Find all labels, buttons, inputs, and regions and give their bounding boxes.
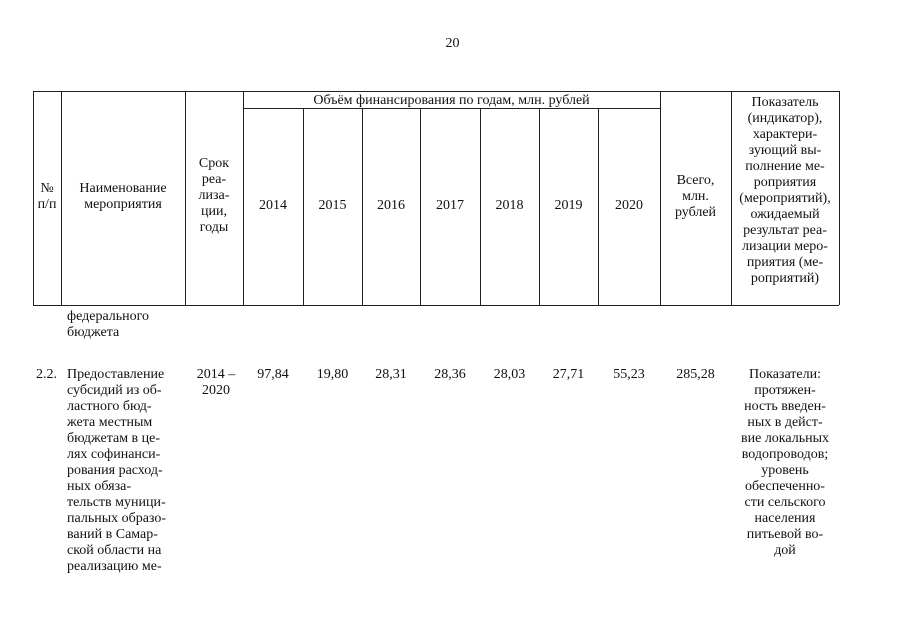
row-total: 285,28 bbox=[676, 367, 715, 382]
row-value-2014: 97,84 bbox=[257, 367, 289, 382]
table-header-bottom-border bbox=[33, 305, 839, 306]
header-year-2018: 2018 bbox=[495, 198, 524, 213]
header-term: Срок реа- лиза- ции, годы bbox=[198, 156, 230, 235]
row-term: 2014 – 2020 bbox=[196, 367, 236, 398]
header-year-2014: 2014 bbox=[259, 198, 287, 213]
row-value-2019: 27,71 bbox=[552, 367, 585, 382]
header-year-2019: 2019 bbox=[554, 198, 583, 213]
header-year-2015: 2015 bbox=[318, 198, 347, 213]
row-name: Предоставление субсидий из об- ластного бюд- жета местным бюджетам в це- лях софинанси- рования расход- ных обяза- тельств муници- пальных образо- ваний в Самар- ской области на реализацию ме- bbox=[67, 367, 167, 574]
col-border-right bbox=[839, 91, 840, 305]
row-value-2017: 28,36 bbox=[434, 367, 466, 382]
header-indicator: Показатель (индикатор), характери- зующий вы- полнение ме- роприятия (мероприятий), ожидаемый результат реа- лизации меро- приятия (ме- роприятий) bbox=[739, 95, 831, 286]
header-year-2016: 2016 bbox=[377, 198, 405, 213]
row-indicator: Показатели: протяжен- ность введен- ных в дейст- вие локальных водопроводов; уровень обеспеченно- сти сельского населения питьевой во- дой bbox=[741, 367, 829, 558]
header-funding-group: Объём финансирования по годам, млн. рублей bbox=[313, 93, 590, 108]
row-value-2020: 55,23 bbox=[613, 367, 645, 382]
row-value-2015: 19,80 bbox=[316, 367, 349, 382]
continued-text: федерального бюджета bbox=[67, 309, 150, 340]
row-value-2018: 28,03 bbox=[493, 367, 526, 382]
header-name: Наименование мероприятия bbox=[79, 181, 167, 212]
page-number: 20 bbox=[445, 36, 460, 51]
header-total: Всего, млн. рублей bbox=[674, 173, 717, 220]
header-year-2017: 2017 bbox=[436, 198, 464, 213]
table-top-border bbox=[33, 91, 839, 92]
row-number: 2.2. bbox=[36, 367, 57, 382]
row-value-2016: 28,31 bbox=[375, 367, 407, 382]
header-number: № п/п bbox=[37, 181, 57, 212]
header-year-2020: 2020 bbox=[615, 198, 643, 213]
